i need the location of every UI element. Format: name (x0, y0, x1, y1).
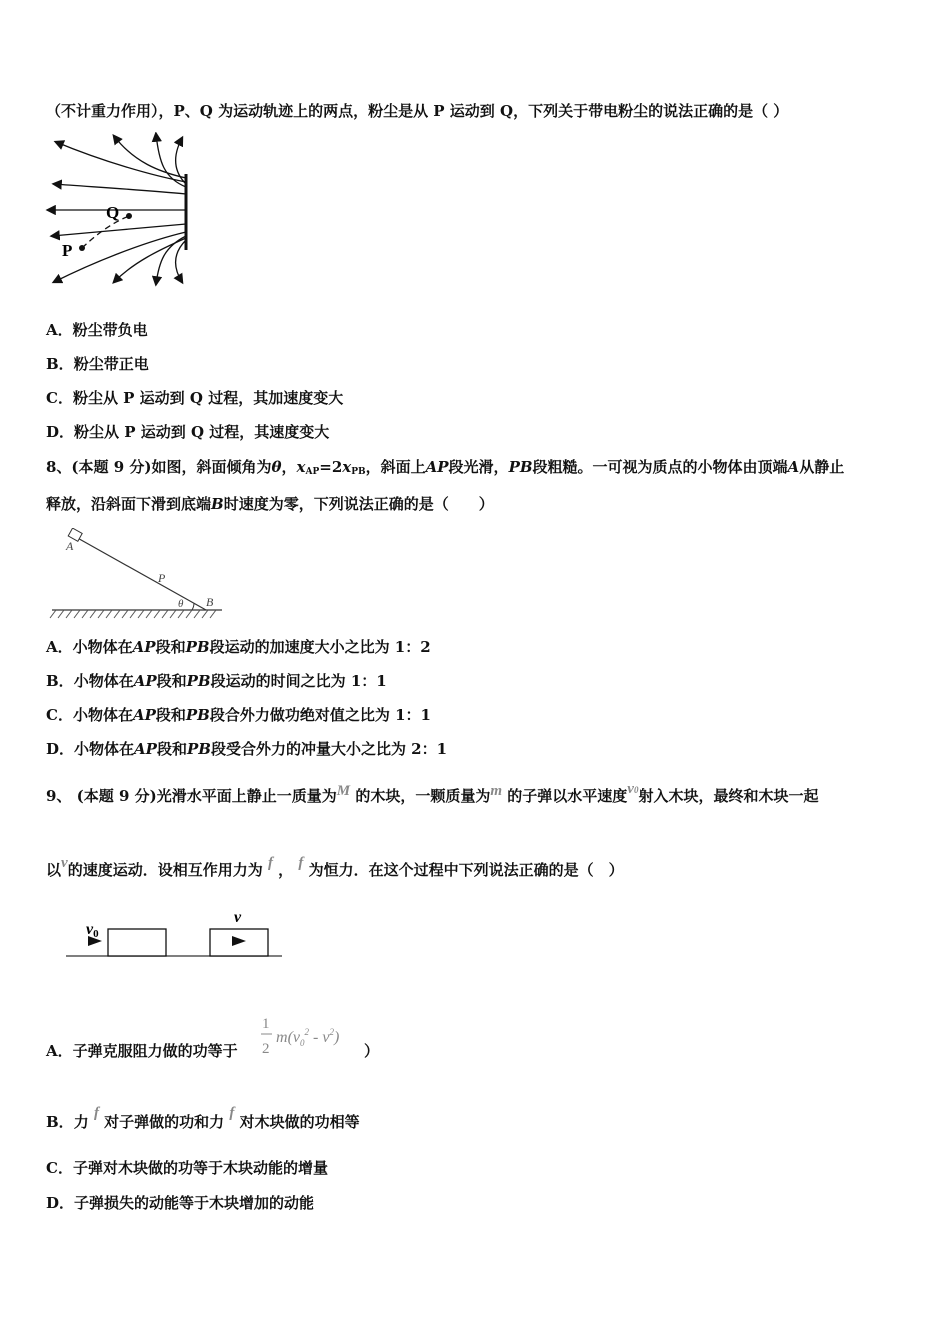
q8-stem-line1: 8、(本题 9 分)如图，斜面倾角为θ，$x_{AP}=2x_{PB}$，斜面上AP段光滑，PB段粗糙。一可视为质点的小物体由顶端A从静止 (46, 458, 845, 477)
q8-stem-line2: 释放，沿斜面下滑到底端B时速度为零，下列说法正确的是（ ） (46, 495, 494, 513)
q7-option-c: C．粉尘从 P 运动到 Q 过程，其加速度变大 (46, 389, 344, 407)
q7-option-d: D．粉尘从 P 运动到 Q 过程，其速度变大 (46, 423, 330, 441)
q8-option-c: C．小物体在AP段和PB段合外力做功绝对值之比为 1：1 (46, 706, 431, 724)
q9-option-d: D．子弹损失的动能等于木块增加的动能 (46, 1194, 315, 1212)
q7-stem: （不计重力作用），P、Q 为运动轨迹上的两点，粉尘是从 P 运动到 Q，下列关于带电粉尘的说法正确的是（ ） (46, 102, 789, 120)
q7-option-a: A．粉尘带负电 (46, 321, 148, 339)
q7-label-p: P (62, 241, 73, 260)
q8-label-p: P (158, 571, 166, 585)
q9-option-b: B．力 f 对子弹做的功和力 f 对木块做的功相等 (46, 1105, 360, 1131)
q9-option-a-close: ） (364, 1042, 380, 1060)
formula-frac-den: 2 (262, 1041, 270, 1057)
q9-option-a: A．子弹克服阻力做的功等于 (46, 1042, 238, 1060)
q9-label-v: v (234, 909, 242, 926)
q7-option-b: B．粉尘带正电 (46, 355, 149, 373)
formula-body: $m(v_0^2 - v^2)$ (276, 1027, 340, 1048)
q8-label-theta: θ (178, 598, 184, 610)
q8-option-a: A．小物体在AP段和PB段运动的加速度大小之比为 1：2 (46, 638, 431, 656)
q9-option-a-formula (258, 1014, 368, 1062)
q9-stem-line1: 9、 (本题 9 分)光滑水平面上静止一质量为M 的木块，一颗质量为m 的子弹以水平速度v0射入木块，最终和木块一起 (46, 781, 819, 805)
q8-label-a: A (66, 539, 74, 553)
q7-field-figure (44, 132, 194, 292)
q9-bullet-block-figure (64, 904, 286, 964)
q8-option-d: D．小物体在AP段和PB段受合外力的冲量大小之比为 2：1 (46, 740, 448, 758)
q8-label-b: B (206, 595, 214, 609)
q8-incline-figure (46, 528, 226, 623)
q9-option-c: C．子弹对木块做的功等于木块动能的增量 (46, 1159, 328, 1177)
formula-frac-num: 1 (262, 1016, 270, 1032)
q9-label-v0: v0 (86, 921, 99, 940)
q7-label-q: Q (106, 203, 120, 222)
q8-option-b: B．小物体在AP段和PB段运动的时间之比为 1：1 (46, 672, 387, 690)
q9-stem-line2: 以v的速度运动．设相互作用力为 f ， f 为恒力．在这个过程中下列说法正确的是（ ） (46, 855, 624, 879)
